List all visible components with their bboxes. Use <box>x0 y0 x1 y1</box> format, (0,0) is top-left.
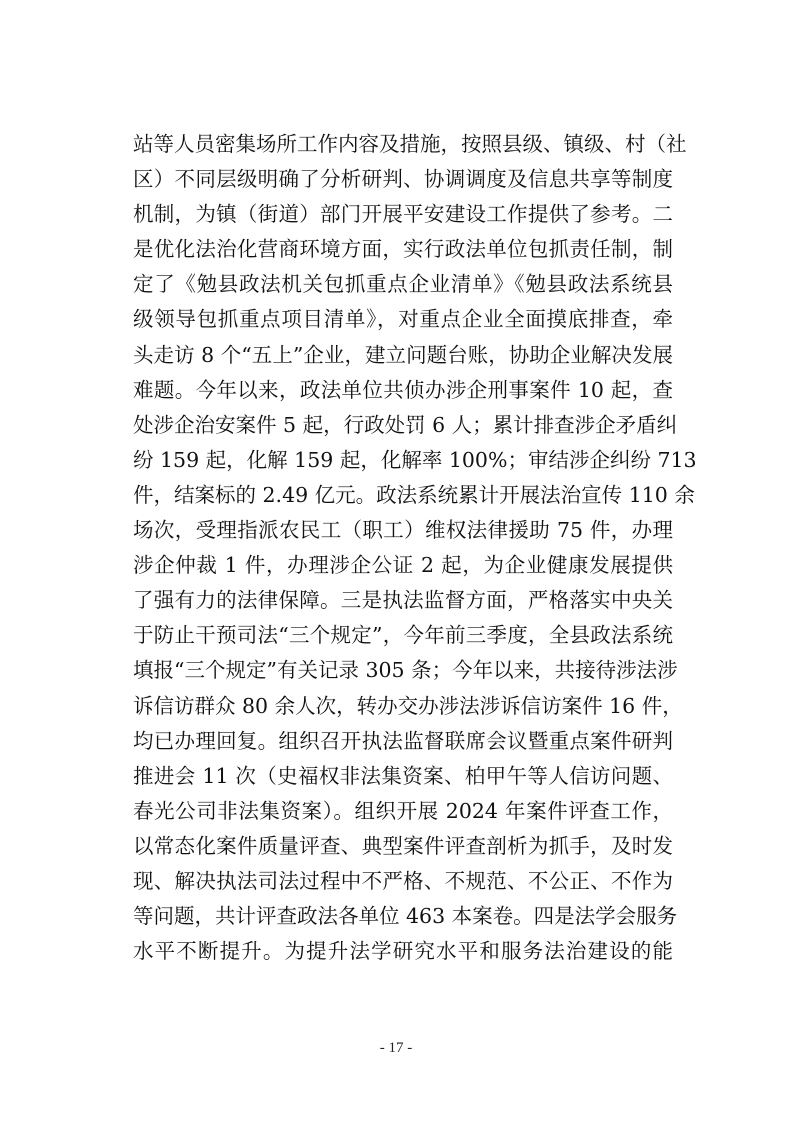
text-line: 了强有力的法律保障。三是执法监督方面，严格落实中央关 <box>133 588 673 613</box>
text-line: 纷 159 起，化解 159 起，化解率 100%；审结涉企纠纷 713 <box>133 447 697 472</box>
text-line: 均已办理回复。组织召开执法监督联席会议暨重点案件研判 <box>133 728 673 753</box>
page-number: - 17 - <box>379 1040 413 1056</box>
text-line: 水平不断提升。为提升法学研究水平和服务法治建设的能 <box>133 939 673 964</box>
text-line: 以常态化案件质量评查、典型案件评查剖析为抓手，及时发 <box>133 833 673 858</box>
text-line: 是优化法治化营商环境方面，实行政法单位包抓责任制，制 <box>133 237 673 262</box>
text-line: 场次，受理指派农民工（职工）维权法律援助 75 件，办理 <box>133 518 673 543</box>
text-line: 件，结案标的 2.49 亿元。政法系统累计开展法治宣传 110 余 <box>133 482 695 507</box>
body-text <box>133 127 697 969</box>
text-line: 站等人员密集场所工作内容及措施，按照县级、镇级、村（社 <box>133 132 687 156</box>
text-line: 诉信访群众 80 余人次，转办交办涉法涉诉信访案件 16 件， <box>133 693 683 718</box>
text-line: 机制，为镇（街道）部门开展平安建设工作提供了参考。二 <box>133 202 673 227</box>
text-line: 级领导包抓重点项目清单》，对重点企业全面摸底排查，牵 <box>133 307 673 332</box>
text-line: 区）不同层级明确了分析研判、协调调度及信息共享等制度 <box>133 167 673 192</box>
text-line: 填报“三个规定”有关记录 305 条；今年以来，共接待涉法涉 <box>133 658 678 683</box>
text-line: 现、解决执法司法过程中不严格、不规范、不公正、不作为 <box>133 868 673 893</box>
text-line: 春光公司非法集资案）。组织开展 2024 年案件评查工作， <box>133 798 673 823</box>
text-line: 于防止干预司法“三个规定”，今年前三季度，全县政法系统 <box>133 623 673 648</box>
text-line: 定了《勉县政法机关包抓重点企业清单》《勉县政法系统县 <box>133 272 673 297</box>
text-line: 难题。今年以来，政法单位共侦办涉企刑事案件 10 起，查 <box>133 377 673 402</box>
text-line: 处涉企治安案件 5 起，行政处罚 6 人；累计排查涉企矛盾纠 <box>133 412 678 437</box>
text-line: 涉企仲裁 1 件，办理涉企公证 2 起，为企业健康发展提供 <box>133 553 673 578</box>
text-line: 推进会 11 次（史福权非法集资案、柏甲午等人信访问题、 <box>133 763 673 788</box>
text-line: 头走访 8 个“五上”企业，建立问题台账，协助企业解决发展 <box>133 342 673 367</box>
text-line: 等问题，共计评查政法各单位 463 本案卷。四是法学会服务 <box>133 904 678 929</box>
